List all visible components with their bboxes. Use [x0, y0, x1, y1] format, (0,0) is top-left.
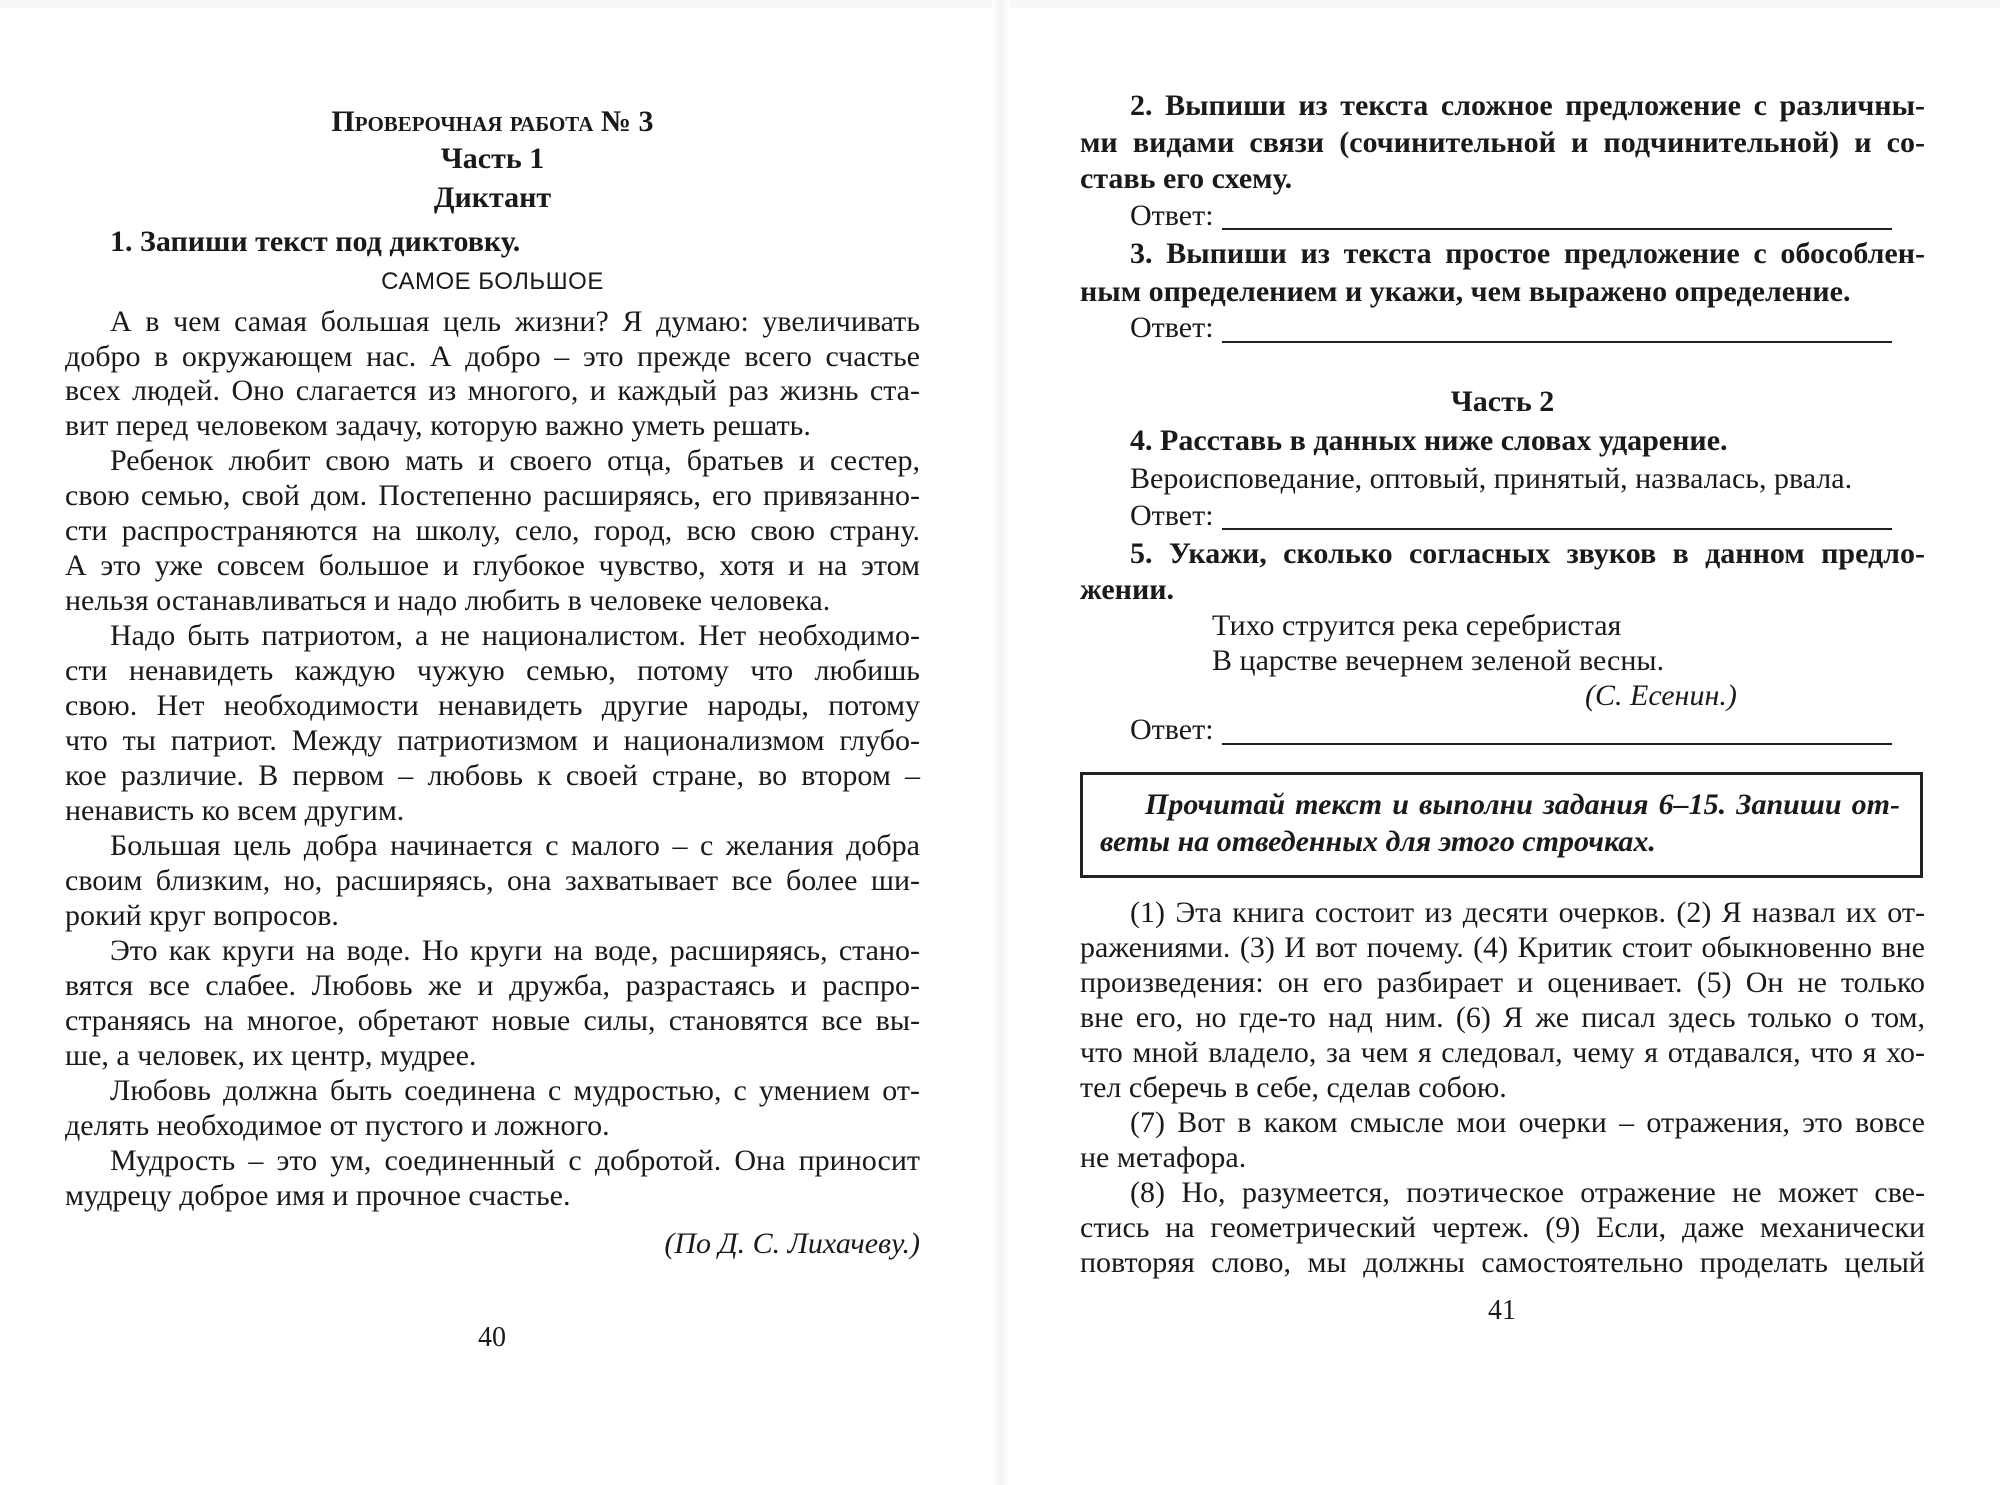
- answer-label: Ответ:: [1130, 311, 1214, 344]
- text-line: вне его, но где-то над ним. (6) Я же писал здесь только о том,: [1080, 1001, 1925, 1034]
- part-1-heading: Часть 1: [440, 142, 545, 175]
- text-line: ненависть ко всем другим.: [65, 794, 405, 827]
- answer-line[interactable]: [1222, 228, 1892, 230]
- answer-line[interactable]: [1222, 341, 1892, 343]
- instruction-line: веты на отведенных для этого строчках.: [1100, 825, 1656, 858]
- text-line: (1) Эта книга состоит из десяти очерков. (2) Я назвал их от-: [1130, 896, 1925, 929]
- task-1: 1. Запиши текст под диктовку.: [110, 225, 521, 258]
- poem-line: Тихо струится река серебристая: [1212, 609, 1622, 642]
- text-line: ше, а человек, их центр, мудрее.: [65, 1039, 477, 1072]
- text-line: (8) Но, разумеется, поэтическое отражение не может све-: [1130, 1176, 1925, 1209]
- text-line: сти ненавидеть каждую чужую семью, потому что любишь: [65, 654, 920, 687]
- text-line: рокий круг вопросов.: [65, 899, 339, 932]
- text-line: А это уже совсем большое и глубокое чувство, хотя и на этом: [65, 549, 920, 582]
- text-line: сти распространяются на школу, село, город, всю свою страну.: [65, 514, 920, 547]
- text-line: Это как круги на воде. Но круги на воде, расширяясь, стано-: [110, 934, 920, 967]
- text-line: делять необходимое от пустого и ложного.: [65, 1109, 610, 1142]
- text-line: стись на геометрический чертеж. (9) Если, даже механически: [1080, 1211, 1925, 1244]
- text-line: всех людей. Оно слагается из многого, и каждый раз жизнь ста-: [65, 374, 920, 407]
- answer-label: Ответ:: [1130, 499, 1214, 532]
- answer-label: Ответ:: [1130, 199, 1214, 232]
- text-line: что ты патриот. Между патриотизмом и национализмом глубо-: [65, 724, 920, 757]
- part-2-heading: Часть 2: [1450, 385, 1555, 418]
- text-line: свою семью, свой дом. Постепенно расширяясь, его привязанно-: [65, 479, 920, 512]
- answer-line[interactable]: [1222, 743, 1892, 745]
- text-line: Надо быть патриотом, а не националистом. Нет необходимо-: [110, 619, 920, 652]
- task-line: жении.: [1080, 573, 1175, 606]
- text-line: повторяя слово, мы должны самостоятельно проделать целый: [1080, 1246, 1925, 1279]
- answer-line[interactable]: [1222, 528, 1892, 530]
- text-line: что мной владело, за чем я следовал, чему я отдавался, что я хо-: [1080, 1036, 1925, 1069]
- text-line: Ребенок любит свою мать и своего отца, братьев и сестер,: [110, 444, 920, 477]
- page-number: 41: [1488, 1295, 1516, 1326]
- text-line: вит перед человеком задачу, которую важно уметь решать.: [65, 409, 811, 442]
- task-line: ным определением и укажи, чем выражено определение.: [1080, 275, 1851, 308]
- text-line: Мудрость – это ум, соединенный с добротой. Она приносит: [110, 1144, 920, 1177]
- answer-label: Ответ:: [1130, 713, 1214, 746]
- text-line: ражениями. (3) И вот почему. (4) Критик стоит обыкновенно вне: [1080, 931, 1925, 964]
- text-line: свою. Нет необходимости ненавидеть другие народы, потому: [65, 689, 920, 722]
- text-line: кое различие. В первом – любовь к своей стране, во втором –: [65, 759, 920, 792]
- text-line: Большая цель добра начинается с малого – с желания добра: [110, 829, 920, 862]
- text-title: САМОЕ БОЛЬШОЕ: [381, 268, 604, 295]
- text-line: мудрецу доброе имя и прочное счастье.: [65, 1179, 571, 1212]
- task-4: 4. Расставь в данных ниже словах ударение.: [1130, 424, 1728, 457]
- text-line: тел сберечь в себе, сделав собою.: [1080, 1071, 1507, 1104]
- text-line: произведения: он его разбирает и оценивает. (5) Он не только: [1080, 966, 1925, 999]
- text-line: вятся все слабее. Любовь же и дружба, разрастаясь и распро-: [65, 969, 920, 1002]
- text-line: добро в окружающем нас. А добро – это прежде всего счастье: [65, 340, 920, 373]
- dictation-heading: Диктант: [433, 181, 552, 214]
- text-line: не метафора.: [1080, 1141, 1247, 1174]
- task-line: 5. Укажи, сколько согласных звуков в данном предло-: [1130, 537, 1925, 570]
- text-line: нельзя останавливаться и надо любить в человеке человека.: [65, 584, 831, 617]
- text-line: своим близким, но, расширяясь, она захватывает все более ши-: [65, 864, 920, 897]
- right-page: [1000, 0, 2000, 1485]
- instruction-line: Прочитай текст и выполни задания 6–15. Запиши от-: [1145, 788, 1900, 821]
- text-line: страняясь на многое, обретают новые силы, становятся все вы-: [65, 1004, 920, 1037]
- poem-line: В царстве вечернем зеленой весны.: [1212, 644, 1665, 677]
- text-line: (7) Вот в каком смысле мои очерки – отражения, это вовсе: [1130, 1106, 1925, 1139]
- task-line: ставь его схему.: [1080, 162, 1293, 195]
- worksheet-title: Проверочная работа № 3: [331, 105, 654, 138]
- attribution: (По Д. С. Лихачеву.): [664, 1227, 920, 1260]
- text-line: Любовь должна быть соединена с мудростью, с умением от-: [110, 1074, 920, 1107]
- task-line: 2. Выпиши из текста сложное предложение с различны-: [1130, 89, 1925, 122]
- task-line: ми видами связи (сочинительной и подчинительной) и со-: [1080, 126, 1925, 159]
- task-4-words: Вероисповедание, оптовый, принятый, назвалась, рвала.: [1130, 462, 1853, 495]
- poem-author: (С. Есенин.): [1585, 679, 1737, 712]
- text-line: А в чем самая большая цель жизни? Я думаю: увеличивать: [110, 305, 920, 338]
- page-number: 40: [478, 1322, 506, 1353]
- task-line: 3. Выпиши из текста простое предложение с обособлен-: [1130, 237, 1925, 270]
